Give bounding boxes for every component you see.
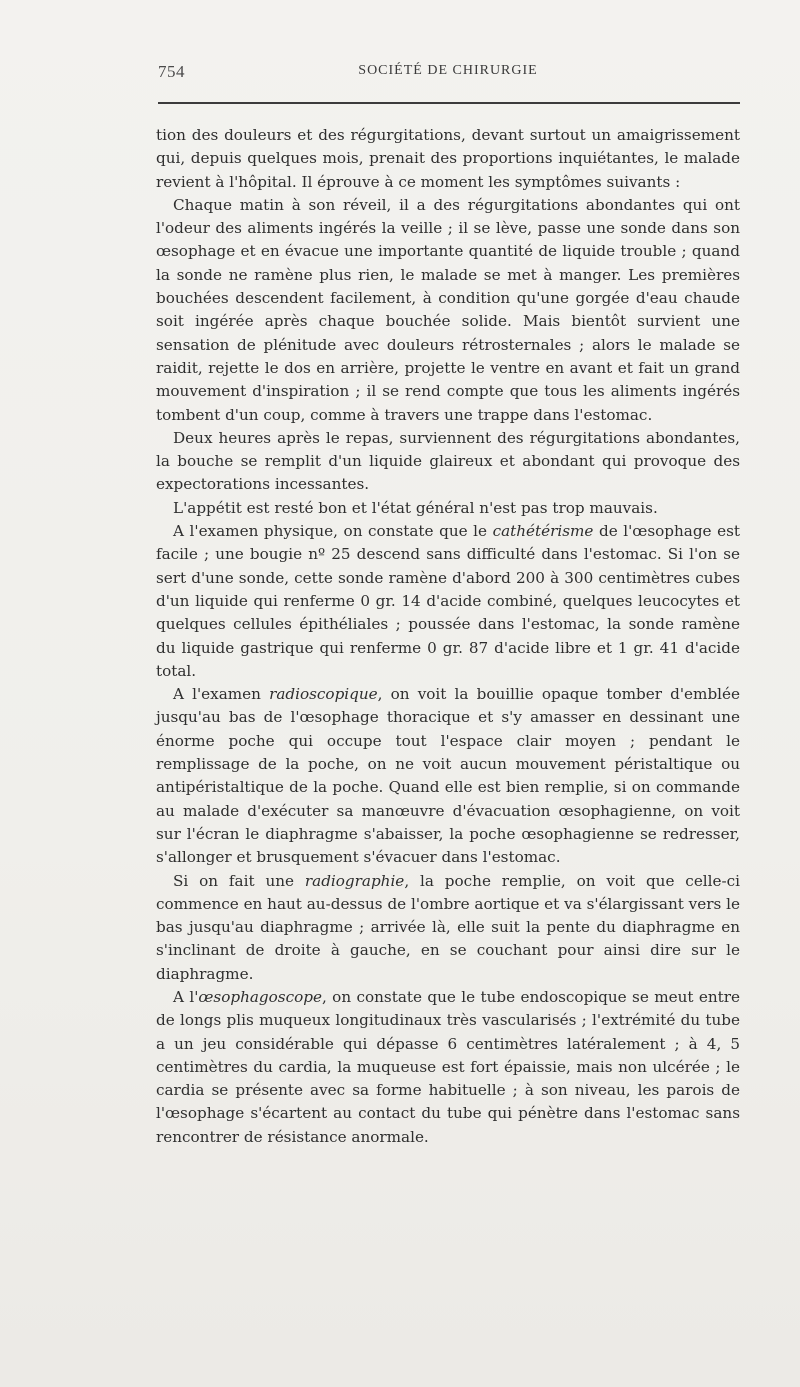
italic-term: radiographie [304,871,405,890]
paragraph-text-before: A l'examen physique, on constate que le [173,522,493,541]
paragraph-text-before: A l'examen [173,685,270,704]
paragraph [156,194,740,427]
italic-term: cathétérisme [492,522,594,541]
paragraph [156,427,740,497]
paragraph [156,497,740,520]
paragraph-text-after: , on voit la bouillie opaque tomber d'emblée jusqu'au bas de l'œsophage thoracique et s'y amasser en dessinant une énorme poche qui occupe tout l'espace clair moyen ; pendant le remplissage de la poche, on ne voit aucun mouvement péristaltique ou antipéristaltique de la poche. Quand elle est bien remplie, si on commande au malade d'exécuter sa manœuvre d'évacuation œsophagienne, on voit sur l'écran le diaphragme s'abaisser, la poche œsophagienne se redresser, s'allonger et brusquement s'évacuer dans l'estomac. [156,685,740,867]
paragraph [156,870,740,986]
paragraph-text-after: , on constate que le tube endoscopique se meut entre de longs plis muqueux longitudinaux très vascularisés ; l'extrémité du tube a un jeu considérable qui dépasse 6 centimètres latéralement ; à 4, 5 centimètres du cardia, la muqueuse est fort épaissie, mais non ulcérée ; le cardia se présente avec sa forme habituelle ; à son niveau, les parois de l'œsophage s'écartent au contact du tube qui pénètre dans l'estomac sans rencontrer de résistance anormale. [156,987,741,1146]
header-rule [158,102,740,104]
paragraph [156,124,740,194]
paragraph-text-before: A l' [173,987,199,1006]
body-text [156,124,740,1149]
paragraph [156,986,740,1149]
paragraph-text: tion des douleurs et des régurgitations, devant surtout un amaigrissement qui, depuis quelques mois, prenait des proportions inquiétantes, le malade revient à l'hôpital. Il éprouve à ce moment les symptômes suivants : [156,126,740,191]
paragraph-text: Chaque matin à son réveil, il a des régurgitations abondantes qui ont l'odeur des aliments ingérés la veille ; il se lève, passe une sonde dans son œsophage et en évacue une importante quantité de liquide trouble ; quand la sonde ne ramène plus rien, le malade se met à manger. Les premières bouchées descendent facilement, à condition qu'une gorgée d'eau chaude soit ingérée après chaque bouchée solide. Mais bientôt survient une sensation de plénitude avec douleurs rétrosternales ; alors le malade se raidit, rejette le dos en arrière, projette le ventre en avant et fait un grand mouvement d'inspiration ; il se rend compte que tous les aliments ingérés tombent d'un coup, comme à travers une trappe dans l'estomac. [156,195,740,424]
paragraph-text: L'appétit est resté bon et l'état général n'est pas trop mauvais. [173,498,658,517]
page-number: 754 [158,62,185,81]
running-title: SOCIÉTÉ DE CHIRURGIE [358,63,538,78]
page-header [156,62,740,90]
paragraph-text: Deux heures après le repas, surviennent des régurgitations abondantes, la bouche se remplit d'un liquide glaireux et abondant qui provoque des expectorations incessantes. [156,428,740,494]
paragraph-text-after: de l'œsophage est facile ; une bougie nº 25 descend sans difficulté dans l'estomac. Si l'on se sert d'une sonde, cette sonde ramène d'abord 200 à 300 centimètres cubes d'un liquide qui renferme 0 gr. 14 d'acide combiné, quelques leucocytes et quelques cellules épithéliales ; poussée dans l'estomac, la sonde ramène du liquide gastrique qui renferme 0 gr. 87 d'acide libre et 1 gr. 41 d'acide total. [156,522,740,680]
paragraph [156,683,740,869]
italic-term: œsophagoscope [198,987,322,1006]
paragraph-text-after: , la poche remplie, on voit que celle-ci commence en haut au-dessus de l'ombre aortique et va s'élargissant vers le bas jusqu'au diaphragme ; arrivée là, elle suit la pente du diaphragme en s'inclinant de droite à gauche, en se couchant pour ainsi dire sur le diaphragme. [156,871,740,983]
paragraph-text-before: Si on fait une [173,871,305,890]
italic-term: radioscopique [269,685,378,704]
paragraph [156,520,740,683]
